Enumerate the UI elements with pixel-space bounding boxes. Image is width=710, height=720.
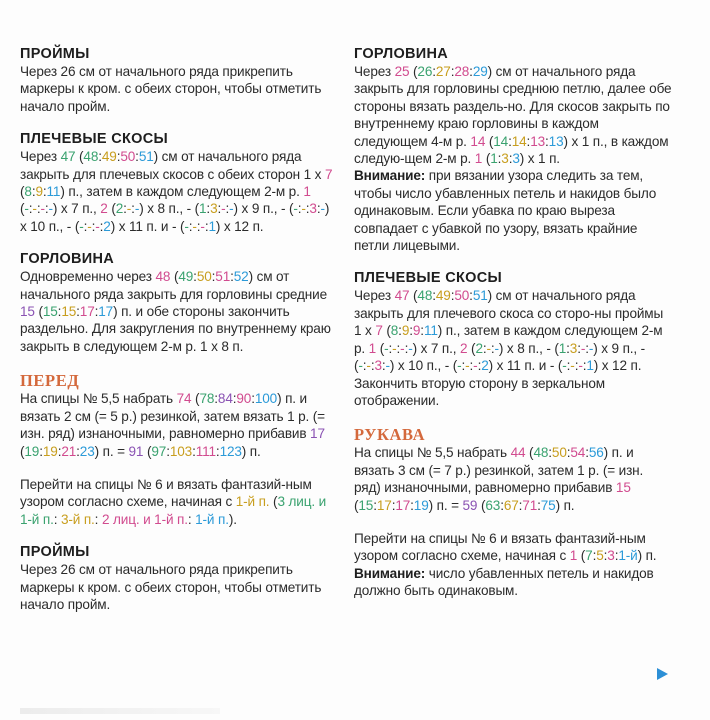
section-text: Перейти на спицы № 6 и вязать фантазий-ным узором согласно схеме, начиная с 1 (7:5:3:1-й) п. Внимание: число убавленных петель и накидов должно быть одинаковым.	[354, 530, 657, 599]
section-title: РУКАВА	[354, 425, 426, 445]
section-text: Через 47 (48:49:50:51) см от начального ряда закрыть для плечевых скосов с обеих сторон 1 х 7 (8:9:11) п., затем в каждом следующем 2-м р. 1 (-:-:-:-) х 7 п., 2 (2:-:-) х 8 п., - (1:3:-:-) х 9 п., - (-:-:3:-) х 10 п., - (-:-:-:2) х 11 п. и - (-:-:-:1) х 12 п.	[20, 149, 333, 234]
section-title: ПЛЕЧЕВЫЕ СКОСЫ	[354, 270, 502, 287]
section-title: ПРОЙМЫ	[20, 544, 90, 561]
section-shoulders-back	[354, 270, 672, 409]
section-title: ПРОЙМЫ	[20, 46, 90, 62]
section-neck-back	[354, 46, 672, 254]
section-front	[20, 371, 338, 460]
section-title: ГОРЛОВИНА	[354, 46, 449, 62]
section-text: Через 26 см от начального ряда прикрепить маркеры к кром. с обеих сторон, чтобы отметить начало пройм.	[20, 64, 322, 114]
section-text: Через 25 (26:27:28:29) см от начального ряда закрыть для горловины среднюю петлю, далее обе стороны вязать раздель-но. Для скосов закрыть по внутреннему краю горловины в каждом следующем 4-м р. 14 (14:14:13:13) х 1 п., в каждом следую-щем 2-м р. 1 (1:3:3) х 1 п. Внимание: при вязании узора следить за тем, чтобы число убавленных петель и накидов было одинаковым. Если убавка по краю выреза совпадает с убавкой по узору, вязать крайние петли лицевыми.	[354, 64, 672, 254]
section-title: ПЕРЕД	[20, 371, 80, 391]
section-pattern	[20, 476, 338, 528]
next-page-arrow-icon[interactable]	[657, 668, 668, 680]
section-title: ПЛЕЧЕВЫЕ СКОСЫ	[20, 131, 168, 148]
section-text: На спицы № 5,5 набрать 44 (48:50:54:56) п. и вязать 3 см (= 7 р.) резинкой, затем 1 р. (= изн. ряд) изнаночными, равномерно прибавив 15 (15:17:17:19) п. = 59 (63:67:71:75) п.	[354, 445, 644, 513]
section-sleeves-pattern	[354, 530, 672, 600]
section-text: Через 26 см от начального ряда прикрепить маркеры к кром. с обеих сторон, чтобы отметить начало пройм.	[20, 562, 322, 612]
section-text: Перейти на спицы № 6 и вязать фантазий-ным узором согласно схеме, начиная с 1-й п. (3 лиц. и 1-й п.: 3-й п.: 2 лиц. и 1-й п.: 1-й п.).	[20, 476, 327, 527]
section-armholes-1	[20, 46, 338, 115]
section-neck	[20, 251, 338, 355]
section-armholes-2	[20, 544, 338, 613]
section-text: Через 47 (48:49:50:51) см от начального ряда закрыть для плечевого скоса со сторо-ны проймы 1 х 7 (8:9:9:11) п., затем в каждом следующем 2-м р. 1 (-:-:-:-) х 7 п., 2 (2:-:-) х 8 п., - (1:3:-:-) х 9 п., - (-:-:3:-) х 10 п., - (-:-:-:2) х 11 п. и - (-:-:-:1) х 12 п. Закончить вторую сторону в зеркальном отображении.	[354, 288, 664, 408]
section-title: ГОРЛОВИНА	[20, 251, 115, 268]
right-column	[354, 46, 672, 616]
footer-fade	[20, 708, 220, 714]
section-text: На спицы № 5,5 набрать 74 (78:84:90:100) п. и вязать 2 см (= 5 р.) резинкой, затем вязать 1 р. (= изн. ряд) изнаночными, равномерно прибавив 17 (19:19:21:23) п. = 91 (97:103:111:123) п.	[20, 391, 325, 459]
section-sleeves	[354, 425, 672, 514]
section-text: Одновременно через 48 (49:50:51:52) см от начального ряда закрыть для горловины средние 15 (15:15:17:17) п. и обе стороны закончить раздельно. Для закругления по внутреннему краю закрыть в следующем 2-м р. 1 х 8 п.	[20, 269, 331, 354]
section-shoulders	[20, 131, 338, 235]
left-column	[20, 46, 338, 629]
